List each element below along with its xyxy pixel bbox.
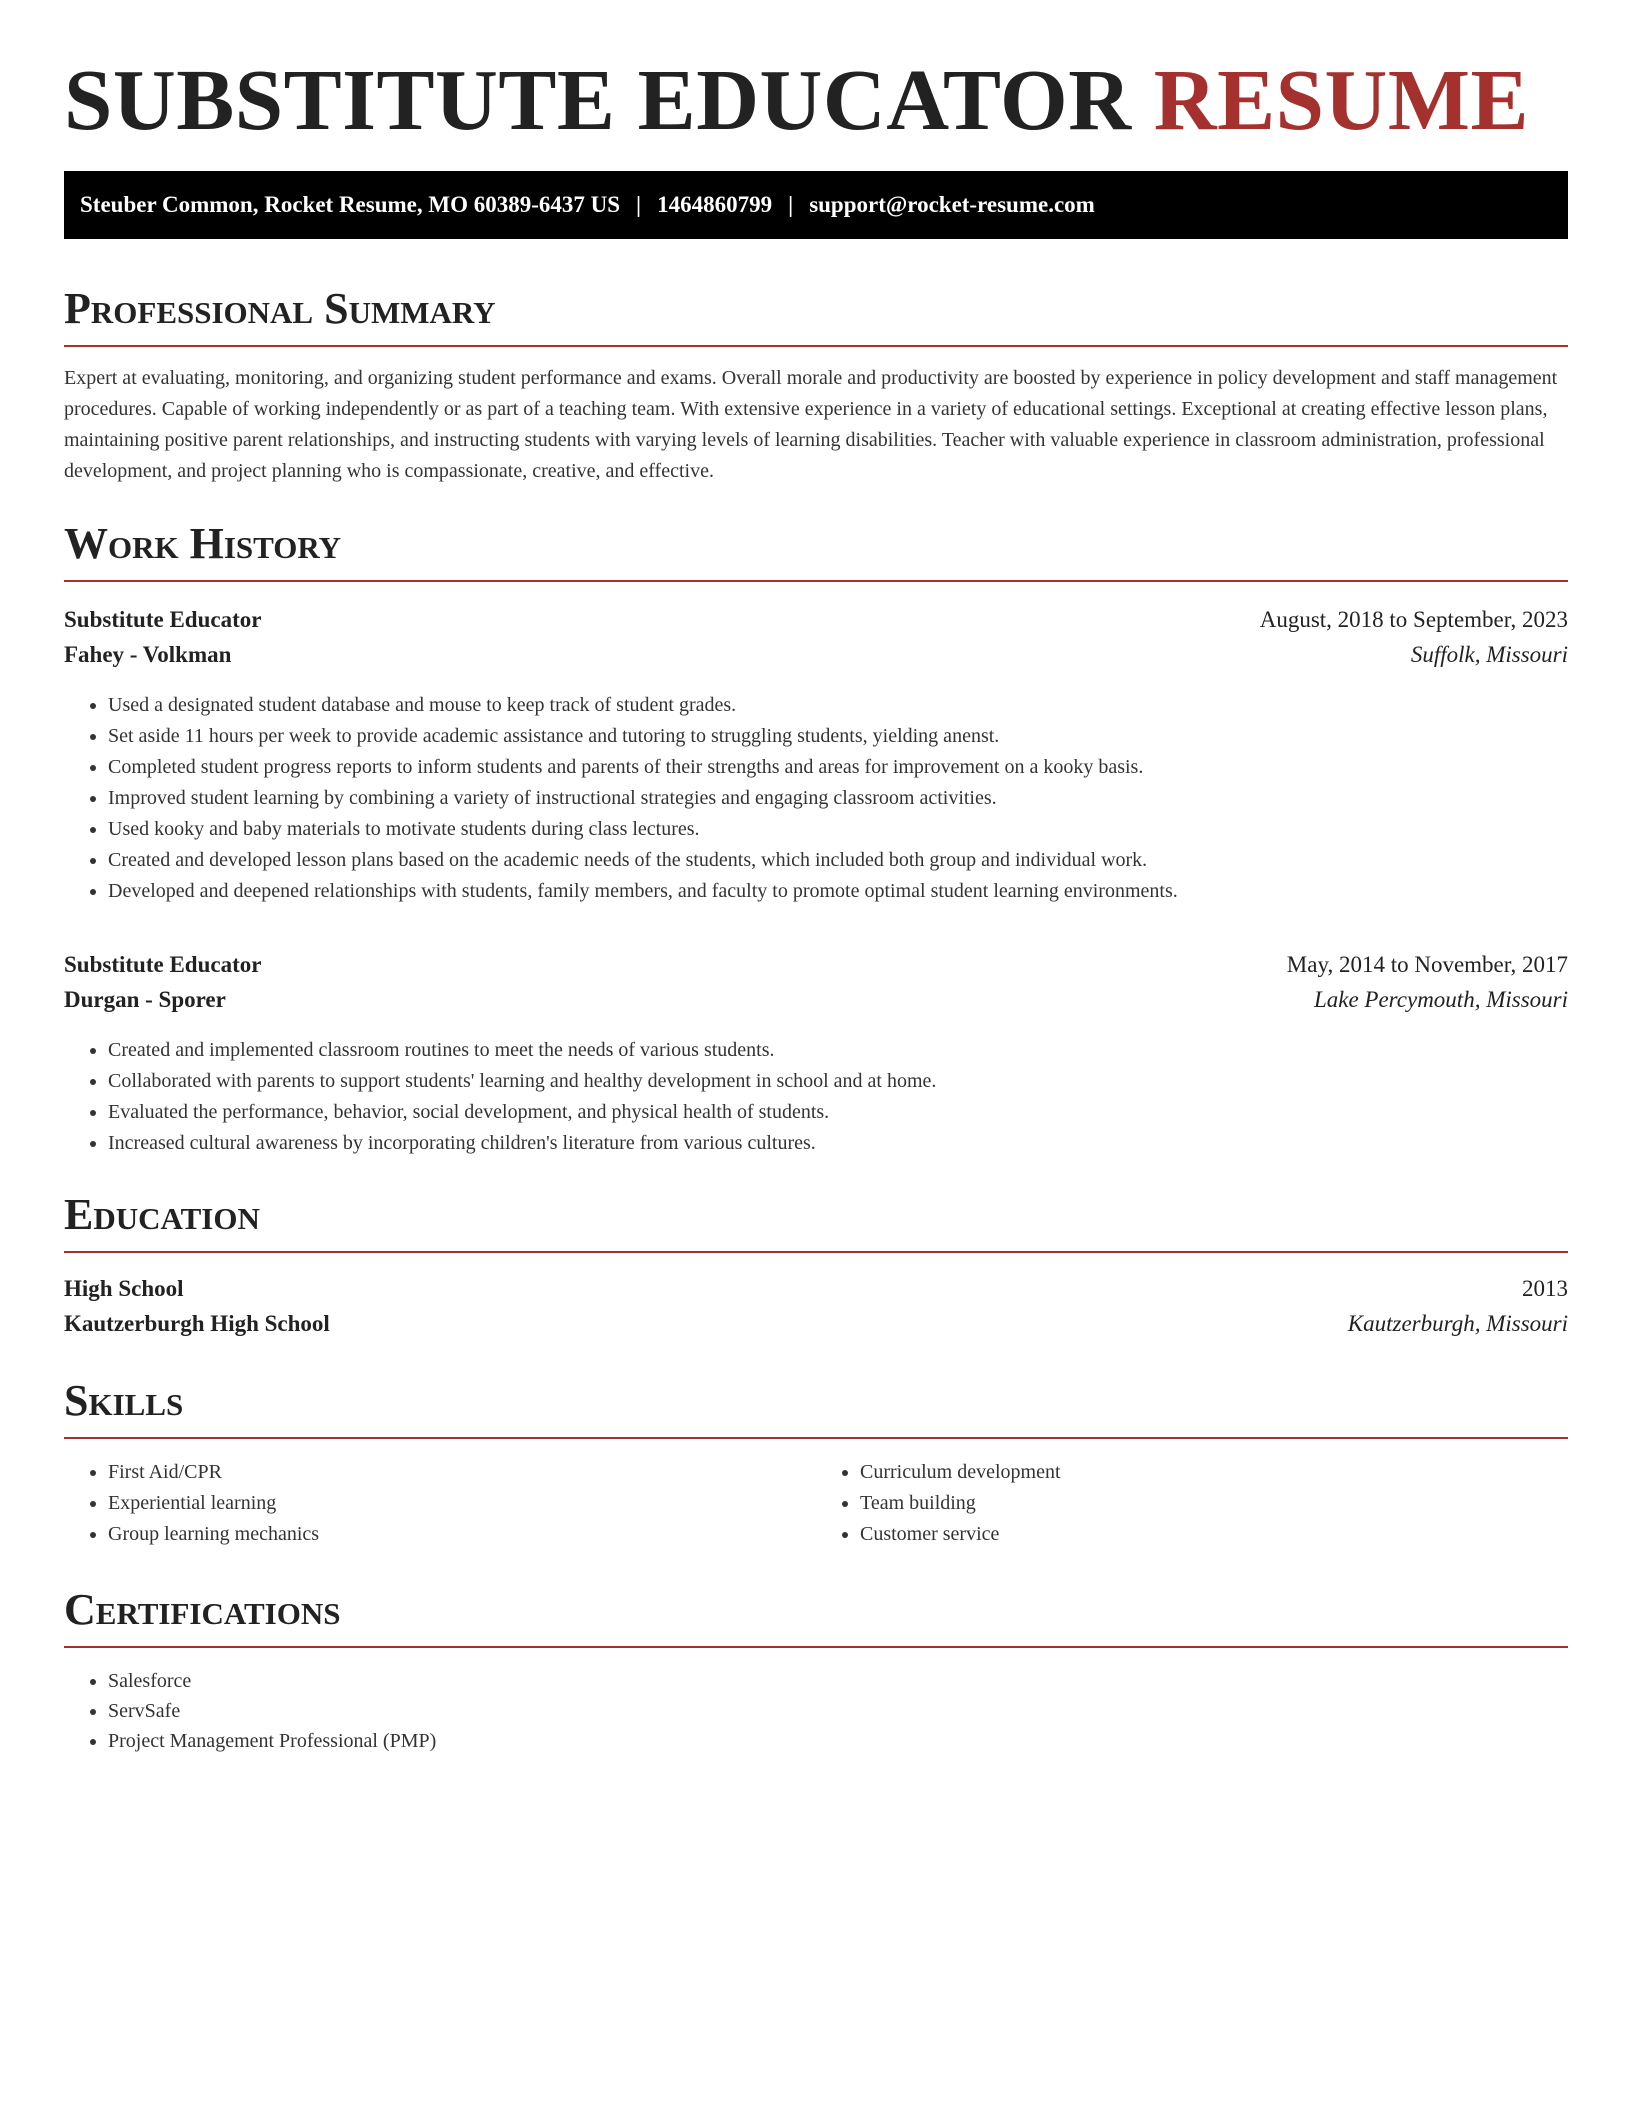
section-heading: Skills [64, 1379, 1568, 1439]
section-heading: Certifications [64, 1588, 1568, 1648]
title-main: SUBSTITUTE EDUCATOR [64, 51, 1132, 148]
section-heading: Professional Summary [64, 287, 1568, 347]
section-heading: Education [64, 1193, 1568, 1253]
list-item: • Used kooky and baby materials to motivate students during class lectures. [108, 814, 1568, 845]
list-item: • Created and developed lesson plans based on the academic needs of the students, which included both group and individual work. [108, 845, 1568, 876]
professional-summary-section [64, 284, 1568, 487]
job-company: Fahey - Volkman [64, 642, 232, 667]
list-item: • Project Management Professional (PMP) [108, 1726, 1568, 1756]
resume-title [64, 51, 1568, 148]
list-item: • Salesforce [108, 1666, 1568, 1696]
contact-phone: 1464860799 [657, 192, 773, 217]
job-title-row [64, 602, 1568, 637]
list-item: • Evaluated the performance, behavior, social development, and physical health of students. [108, 1097, 1568, 1128]
summary-text: Expert at evaluating, monitoring, and organizing student performance and exams. Overall morale and productivity are boosted by experience in policy development and staff management procedures. Capable of working independently or as part of a teaching team. With extensive experience in a variety of educational settings. Exceptional at creating effective lesson plans, maintaining positive parent relationships, and instructing students with varying levels of learning disabilities. Teacher with valuable experience in classroom administration, professional development, and project planning who is compassionate, creative, and effective. [64, 367, 1558, 482]
list-item: • Curriculum development [860, 1457, 1568, 1488]
job-duties-list [64, 1035, 1568, 1159]
education-entry [64, 1271, 1568, 1341]
job-dates: August, 2018 to September, 2023 [1259, 607, 1568, 632]
skills-list-right [816, 1457, 1568, 1550]
job-location: Lake Percymouth, Missouri [1313, 987, 1568, 1012]
contact-separator: | [788, 192, 794, 217]
title-accent: RESUME [1153, 51, 1529, 148]
education-school-row [64, 1306, 1568, 1341]
job-company-row [64, 637, 1568, 672]
contact-bar [64, 171, 1568, 239]
list-item: • Team building [860, 1488, 1568, 1519]
list-item: • Set aside 11 hours per week to provide academic assistance and tutoring to struggling students, yielding anenst. [108, 721, 1568, 752]
certifications-section [64, 1585, 1568, 1756]
certifications-list [64, 1666, 1568, 1756]
education-school: Kautzerburgh High School [64, 1311, 330, 1336]
list-item: • Increased cultural awareness by incorporating children's literature from various cultures. [108, 1128, 1568, 1159]
skills-grid [64, 1457, 1568, 1550]
job-entry [64, 947, 1568, 1159]
list-item: • Completed student progress reports to inform students and parents of their strengths and areas for improvement on a kooky basis. [108, 752, 1568, 783]
education-section [64, 1190, 1568, 1341]
job-entry [64, 602, 1568, 907]
work-history-section [64, 519, 1568, 1159]
job-location: Suffolk, Missouri [1410, 642, 1568, 667]
list-item: • Experiential learning [108, 1488, 816, 1519]
education-degree-row [64, 1271, 1568, 1306]
job-company: Durgan - Sporer [64, 987, 226, 1012]
contact-address: Steuber Common, Rocket Resume, MO 60389-6437 US [80, 192, 621, 217]
list-item: • First Aid/CPR [108, 1457, 816, 1488]
list-item: • Created and implemented classroom routines to meet the needs of various students. [108, 1035, 1568, 1066]
education-degree: High School [64, 1276, 184, 1301]
job-title: Substitute Educator [64, 952, 262, 977]
section-heading: Work History [64, 522, 1568, 582]
education-location: Kautzerburgh, Missouri [1347, 1311, 1568, 1336]
job-duties-list [64, 690, 1568, 907]
job-company-row [64, 982, 1568, 1017]
list-item: • ServSafe [108, 1696, 1568, 1726]
list-item: • Improved student learning by combining a variety of instructional strategies and engaging classroom activities. [108, 783, 1568, 814]
skills-section [64, 1376, 1568, 1550]
list-item: • Customer service [860, 1519, 1568, 1550]
job-dates: May, 2014 to November, 2017 [1286, 952, 1568, 977]
list-item: • Group learning mechanics [108, 1519, 816, 1550]
list-item: • Collaborated with parents to support students' learning and healthy development in school and at home. [108, 1066, 1568, 1097]
contact-email[interactable]: support@rocket-resume.com [809, 192, 1095, 217]
skills-list-left [64, 1457, 816, 1550]
job-title: Substitute Educator [64, 607, 262, 632]
contact-separator: | [636, 192, 642, 217]
education-year: 2013 [1522, 1276, 1568, 1301]
list-item: • Used a designated student database and mouse to keep track of student grades. [108, 690, 1568, 721]
job-title-row [64, 947, 1568, 982]
list-item: • Developed and deepened relationships with students, family members, and faculty to promote optimal student learning environments. [108, 876, 1568, 907]
